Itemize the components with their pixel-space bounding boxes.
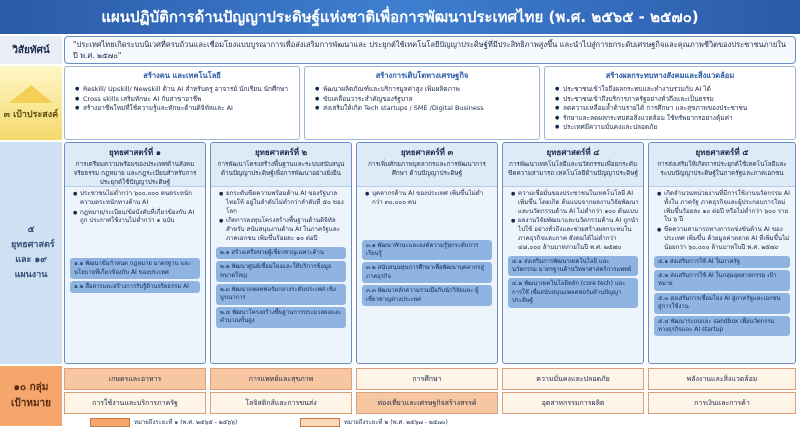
strategy-target: ● ความเชื่อมั่นของประชาชนในเทคโนโลยี AI เพิ่มขึ้น โดยเกิด ต้นแบบจากผลงานวิจัยพัฒนาและนวัตกรรมด้าน AI ไม่ต่ำกว่า ๑๐๐ ต้นแบบ — [511, 190, 639, 216]
legend-phase-2 — [300, 417, 448, 427]
measure-item: ๓.๑ พัฒนาทักษะและองค์ความรู้ทุกระดับการ เรียนรู้ — [362, 240, 492, 261]
measure-item: ๕.๔ พัฒนาระบบและ sandbox เพื่อนวัตกรรม ทางธุรกิจและ AI startup — [654, 316, 790, 337]
arrow-up-icon — [9, 85, 53, 103]
measure-item: ๕.๑ ส่งเสริมการใช้ AI ในภาครัฐ — [654, 256, 790, 268]
legend-swatch — [300, 418, 340, 427]
strategy-title: ยุทธศาสตร์ที่ ๒ — [254, 148, 308, 157]
strategy-target: ● ผลงานวิจัยพัฒนาและนวัตกรรมด้าน AI ถูกนำไปใช้ อย่างทั่วถึงและช่วยสร้างผลกระทบในภาคธุรกิจและภาค สังคมได้ไม่ต่ำกว่า ๔๘,๐๐๐ ล้านบาทภายในปี พ.ศ. ๒๕๗๐ — [511, 217, 639, 252]
row-label-strategies-text: ๕ ยุทธศาสตร์ และ ๑๙ แผนงาน — [11, 225, 55, 280]
goal-box-1 — [64, 66, 300, 140]
target-group-cell: อุตสาหกรรมการผลิต — [502, 392, 644, 414]
measure-item: ๒.๔ พัฒนาโครงสร้างพื้นฐานการประมวลผลและ คำนวณขั้นสูง — [216, 307, 346, 328]
goal-item: ● ประชาชนเข้าใจถึงผลกระทบและทำงานร่วมกับ AI ได้ — [555, 85, 789, 95]
goal-heading: สร้างคน และเทคโนโลยี — [143, 71, 221, 80]
strategy-column-3 — [356, 142, 498, 364]
strategy-title: ยุทธศาสตร์ที่ ๔ — [546, 148, 600, 157]
goal-item: ● สร้างอาชีพใหม่ที่ใช้ความรู้และทักษะด้านดิจิทัลและ AI — [75, 104, 293, 114]
goal-item: ● รักษาและลดผลกระทบต่อสิ่งแวดล้อม ใช้ทรัพยากรอย่างคุ้มค่า — [555, 114, 789, 124]
goal-item: ● ลดความเหลื่อมล้ำด้านรายได้ การศึกษา และสุขภาพของประชาชน — [555, 104, 789, 114]
target-group-cell: ท่องเที่ยวและเศรษฐกิจสร้างสรรค์ — [356, 392, 498, 414]
legend-phase-1 — [90, 417, 237, 427]
row-label-goals — [0, 66, 62, 140]
target-group-cell: เกษตรและอาหาร — [64, 368, 206, 390]
target-group-cell: การแพทย์และสุขภาพ — [210, 368, 352, 390]
goal-item: ● พัฒนาผลิตภัณฑ์และบริการมูลค่าสูง เพิ่มผลิตภาพ — [315, 85, 533, 95]
row-label-groups-text: ๑๐ กลุ่มเป้าหมาย — [10, 382, 52, 409]
measure-item: ๑.๑ พัฒนาข้อกำหนด กฎหมาย มาตรฐาน และ นโยบายที่เกี่ยวข้องกับ AI ของประเทศ — [70, 258, 200, 279]
page-title: แผนปฏิบัติการด้านปัญญาประดิษฐ์แห่งชาติเพื่อการพัฒนาประเทศไทย (พ.ศ. ๒๕๖๕ - ๒๕๗๐) — [0, 0, 800, 34]
row-label-goals-text: ๓ เป้าประสงค์ — [3, 110, 59, 120]
target-group-cell: การใช้งานและบริการภาครัฐ — [64, 392, 206, 414]
goal-item: ● ประเทศมีความมั่นคงและปลอดภัย — [555, 123, 789, 133]
goal-item: ● ขับเคลื่อนวาระสำคัญของรัฐบาล — [315, 95, 533, 105]
goal-heading: สร้างผลกระทบทางสังคมและสิ่งแวดล้อม — [605, 71, 735, 80]
vision-statement: "ประเทศไทยเกิดระบบนิเวศที่ครบถ้วนและเชื่อมโยงแบบบูรณาการเพื่อส่งเสริมการพัฒนาและ ประยุกต์ใช้เทคโนโลยีปัญญาประดิษฐ์ที่มีประสิทธิภาพสูงขึ้น และนำไปสู่การยกระดับเศรษฐกิจและคุณภาพชีวิตของประชาชนภายในปี พ.ศ. ๒๕๗๐" — [64, 36, 796, 64]
strategy-target: ● เกิดจำนวนหน่วยงานที่มีการใช้งานนวัตกรรม AI ทั้งใน ภาครัฐ ภาคธุรกิจและผู้ประกอบการใหม่ เพิ่มขึ้นร้อยละ ๑๐ ต่อปี หรือไม่ต่ำกว่า ๖๐๐ รายใน ๖ ปี — [657, 190, 791, 225]
strategy-target: ● กฎหมาย/ระเบียบ/ข้อบังคับที่เกี่ยวข้องกับ AI ถูก ประกาศใช้งานไม่ต่ำกว่า ๑ ฉบับ — [73, 209, 201, 227]
target-group-cell: ความมั่นคงและปลอดภัย — [502, 368, 644, 390]
goal-item: ● ส่งเสริมให้เกิด Tech startups / SME /Digital Business — [315, 104, 533, 114]
legend-swatch — [90, 418, 130, 427]
strategy-target: ● เกิดการลงทุนโครงสร้างพื้นฐานด้านดิจิทัลสำหรับ สนับสนุนงานด้าน AI ในภาครัฐและภาคเอกชน เพิ่มขึ้นร้อยละ ๑๐ ต่อปี — [219, 217, 347, 243]
measure-item: ๒.๓ พัฒนาแพลตฟอร์มกลางระดับประเทศ เชิงบูรณาการ — [216, 284, 346, 305]
strategy-target: ● บุคลากรด้าน AI ของประเทศ เพิ่มขึ้นไม่ต่ำกว่า ๓๐,๐๐๐ คน — [365, 190, 493, 208]
goal-item: ● ประชาชนเข้าถึงบริการภาครัฐอย่างทั่วถึงและเป็นธรรม — [555, 95, 789, 105]
strategy-description: การพัฒนาเทคโนโลยีและนวัตกรรมเพื่อยกระดับขีดความสามารถ เทคโนโลยีด้านปัญญาประดิษฐ์ — [508, 161, 638, 177]
target-group-cell: พลังงานและสิ่งแวดล้อม — [648, 368, 796, 390]
measure-item: ๓.๒ สนับสนุนทุนการศึกษาเพื่อพัฒนาบุคลากรสู่ ภาคธุรกิจ — [362, 262, 492, 283]
legend-label: หมายถึงระยะที่ ๑ (พ.ศ. ๒๕๖๕ - ๒๕๖๖) — [134, 419, 238, 426]
row-label-vision: วิสัยทัศน์ — [0, 36, 62, 64]
strategy-description: การพัฒนาโครงสร้างพื้นฐานและระบบสนับสนุน ด้านปัญญาประดิษฐ์เพื่อการพัฒนาอย่างยั่งยืน — [217, 161, 345, 177]
strategy-description: การเตรียมความพร้อมของประเทศด้านสังคม จริยธรรม กฎหมาย และกฎระเบียบสำหรับการ ประยุกต์ใช้ปัญญาประดิษฐ์ — [73, 161, 197, 186]
goal-box-3 — [544, 66, 796, 140]
measure-item: ๔.๒ พัฒนาเทคโนโลยีหลัก (core tech) และการใช้ เพื่อสนับสนุนแพลตฟอร์มด้านปัญญาประดิษฐ์ — [508, 278, 638, 307]
row-label-groups — [0, 366, 62, 426]
strategy-target: ● ประชาชนไม่ต่ำกว่า ๖๐๐,๐๐๐ คนตระหนัก ความตระหนักทางด้าน AI — [73, 190, 201, 208]
measure-item: ๒.๑ สร้างเครือข่ายผู้เชี่ยวชาญเฉพาะด้าน — [216, 247, 346, 259]
goal-item: ● Cross skills เสริมทักษะ AI กับสาขาอาชีพ — [75, 95, 293, 105]
target-group-cell: การเงินและการค้า — [648, 392, 796, 414]
legend-label: หมายถึงระยะที่ ๒ (พ.ศ. ๒๕๖๗ - ๒๕๗๐) — [344, 419, 448, 426]
goal-item: ● Reskill/ Upskill/ Newskill ด้าน AI สำหรับครู อาจารย์ นักเรียน นักศึกษา — [75, 85, 293, 95]
strategy-column-4 — [502, 142, 644, 364]
strategy-title: ยุทธศาสตร์ที่ ๓ — [400, 148, 454, 157]
strategy-description: การเพิ่มศักยภาพบุคลากรและการพัฒนาการศึกษา ด้านปัญญาประดิษฐ์ — [368, 161, 486, 177]
measure-item: ๒.๒ พัฒนาศูนย์เชื่อมโยงและให้บริการข้อมูล ขนาดใหญ่ — [216, 261, 346, 282]
measure-item: ๕.๓ ส่งเสริมการเชื่อมโยง AI สู่ภาครัฐและเอกชน สู่การใช้งาน — [654, 293, 790, 314]
measure-item: ๔.๑ ส่งเสริมการพัฒนาเทคโนโลยี และนวัตกรรม มาตรฐานด้านวิทยาศาสตร์การแพทย์ — [508, 256, 638, 277]
target-group-cell: โลจิสติกส์และการขนส่ง — [210, 392, 352, 414]
strategy-target: ● ขีดความสามารถทางการแข่งขันด้าน AI ของประเทศ เพิ่มขึ้น ด้วยมูลค่าตลาด AI ที่เพิ่มขึ้นไม่น้อยกว่า ๖๐,๐๐๐ ล้านบาทในปี พ.ศ. ๒๕๗๐ — [657, 226, 791, 252]
strategy-column-1 — [64, 142, 206, 364]
measure-item: ๕.๒ ส่งเสริมการใช้ AI ในกลุ่มอุตสาหกรรม เป้าหมาย — [654, 270, 790, 291]
goal-heading: สร้างการเติบโตทางเศรษฐกิจ — [375, 71, 469, 80]
goal-box-2 — [304, 66, 540, 140]
measure-item: ๓.๓ พัฒนาหลักความร่วมมือกับนักวิจัยและ ผู้เชี่ยวชาญต่างประเทศ — [362, 285, 492, 306]
strategy-title: ยุทธศาสตร์ที่ ๑ — [109, 148, 161, 157]
row-label-strategies — [0, 142, 62, 364]
strategy-description: การส่งเสริมให้เกิดการประยุกต์ใช้เทคโนโลยีและ ระบบปัญญาประดิษฐ์ในภาครัฐและภาคเอกชน — [657, 161, 787, 177]
strategy-target: ● ยกระดับขีดความพร้อมด้าน AI ของรัฐบาลไทยให้ อยู่ในลำดับไม่ต่ำกว่าลำดับที่ ๕๐ ของโลก — [219, 190, 347, 216]
strategy-column-5 — [648, 142, 796, 364]
measure-item: ๑.๒ สื่อสารและสร้างการรับรู้ด้านจริยธรรม AI — [70, 281, 200, 293]
strategy-title: ยุทธศาสตร์ที่ ๕ — [695, 148, 749, 157]
target-group-cell: การศึกษา — [356, 368, 498, 390]
strategy-column-2 — [210, 142, 352, 364]
